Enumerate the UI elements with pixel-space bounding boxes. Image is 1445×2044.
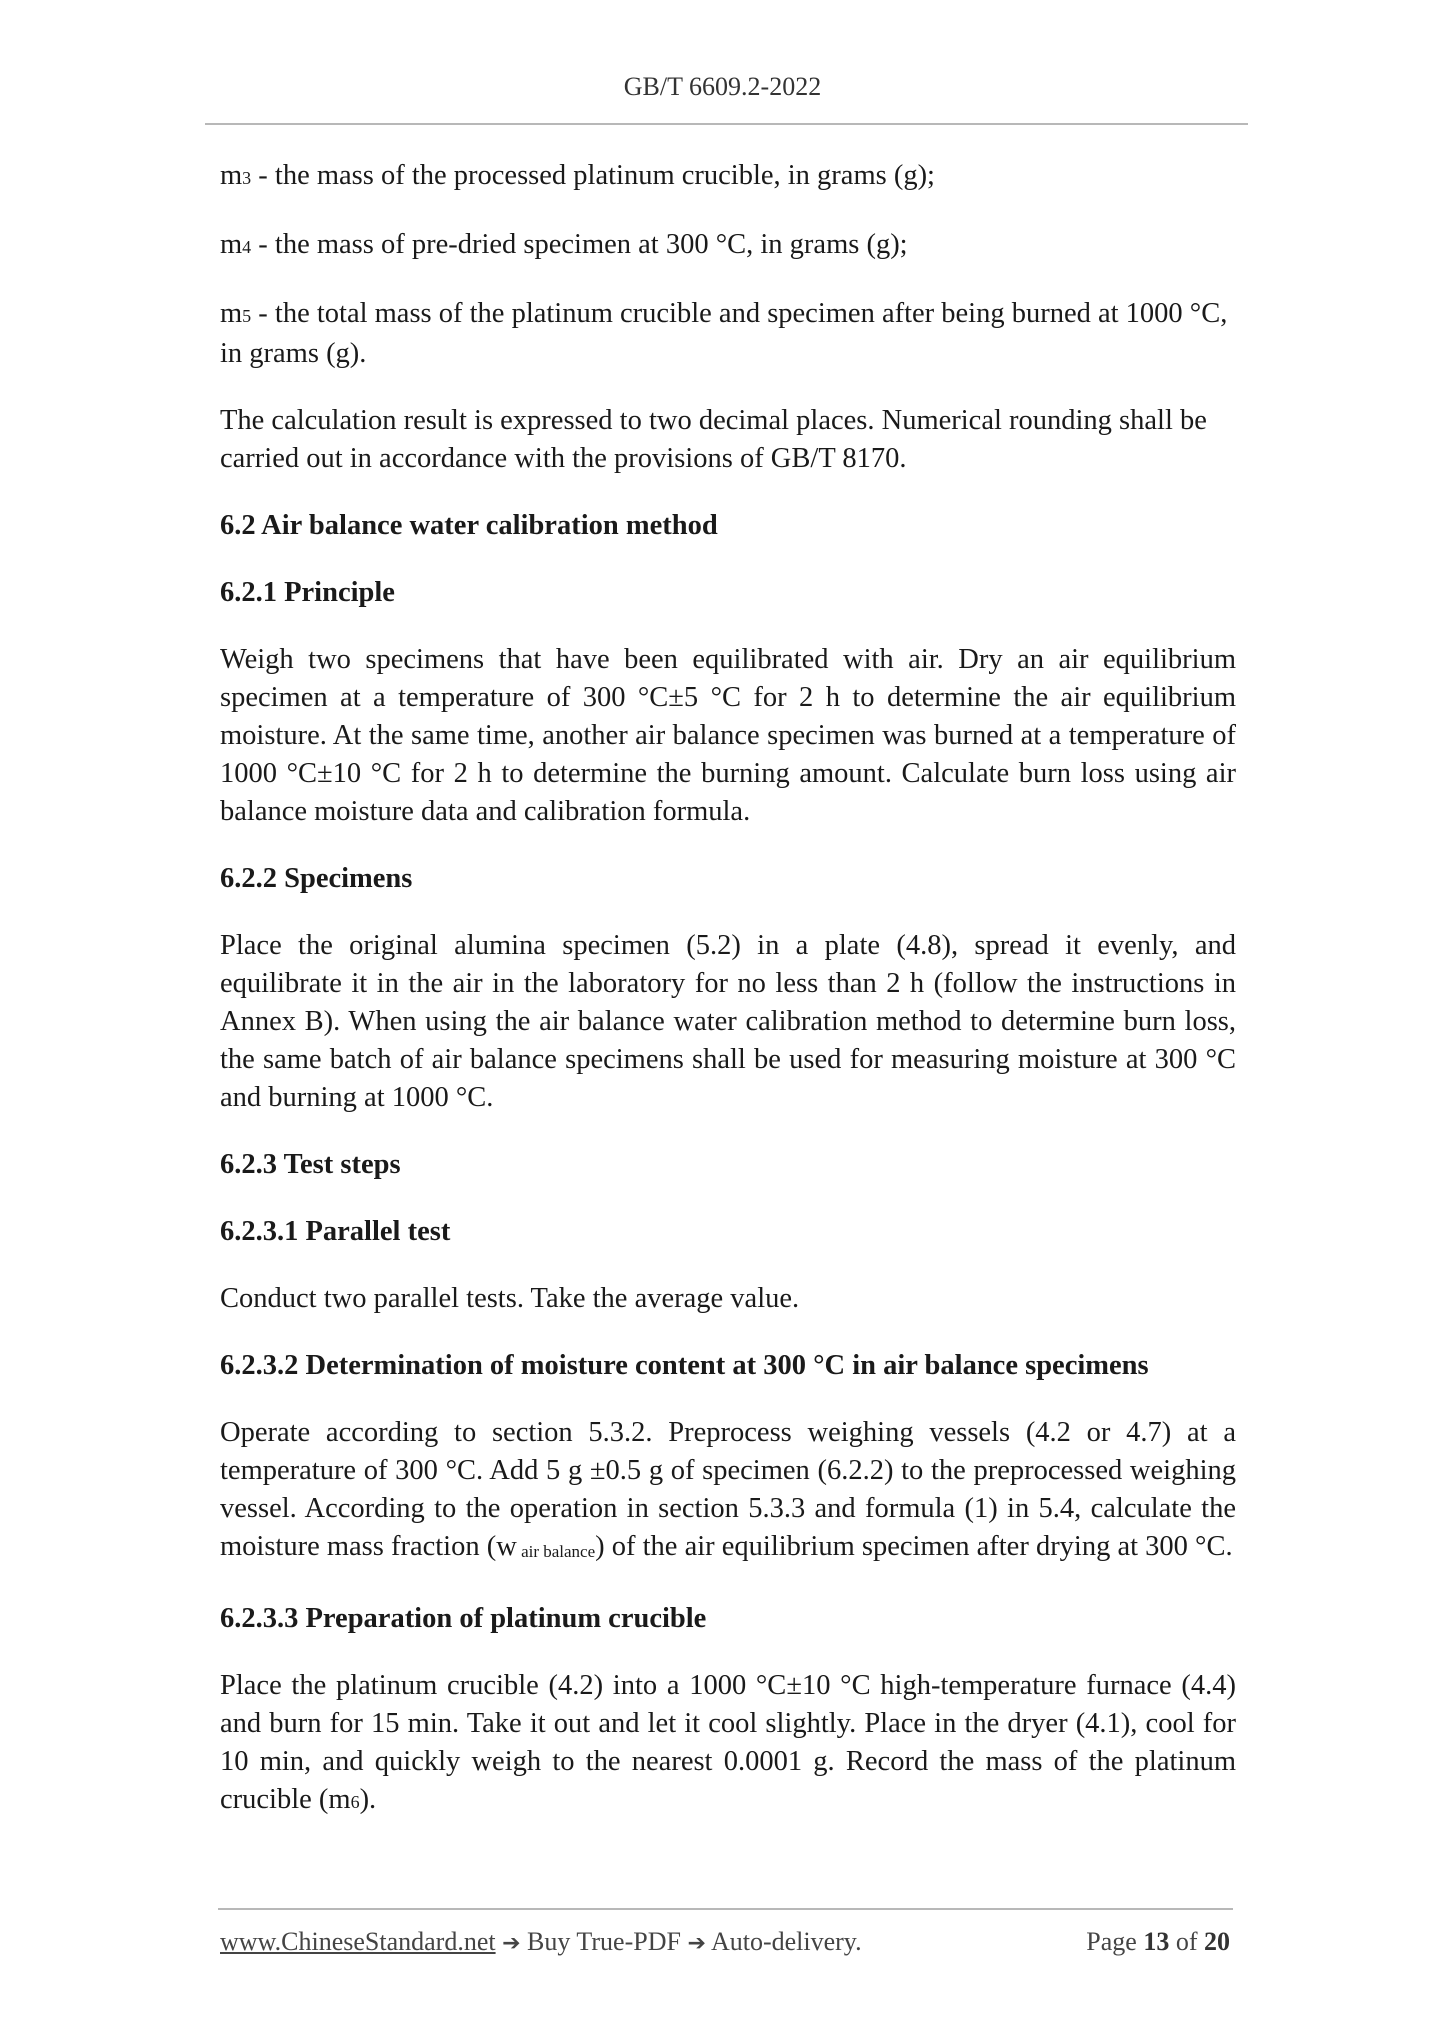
definition-m3 [220, 157, 1236, 197]
heading-6-2-3-2: 6.2.3.2 Determination of moisture content at 300 °C in air balance specimens [220, 1350, 1149, 1381]
heading-6-2-3: 6.2.3 Test steps [220, 1149, 401, 1180]
symbol-m5-sub: 5 [242, 306, 252, 326]
moisture-text-end: ) of the air equilibrium specimen after drying at 300 °C. [595, 1531, 1233, 1562]
standard-code: GB/T 6609.2-2022 [623, 72, 822, 101]
footer-divider [218, 1908, 1233, 1910]
definition-m3-text: - the mass of the processed platinum crucible, in grams (g); [251, 160, 935, 191]
site-link[interactable]: www.ChineseStandard.net [220, 1927, 496, 1956]
page-label: Page [1086, 1927, 1137, 1956]
definition-m4 [220, 226, 1236, 266]
buy-text: Buy True-PDF [520, 1927, 688, 1956]
definition-m4-text: - the mass of pre-dried specimen at 300 °C, in grams (g); [251, 229, 908, 260]
page-header [0, 72, 1445, 102]
document-body [220, 157, 1236, 1850]
header-divider [205, 123, 1248, 125]
principle-paragraph: Weigh two specimens that have been equilibrated with air. Dry an air equilibrium specimen at a temperature of 300 °C±5 °C for 2 h to determine the air equilibrium moisture. At the same time, another air balance specimen was burned at a temperature of 1000 °C±10 °C for 2 h to determine the burning amount. Calculate burn loss using air balance moisture data and calibration formula. [220, 644, 1236, 827]
specimens-paragraph: Place the original alumina specimen (5.2) in a plate (4.8), spread it evenly, and equilibrate it in the air in the laboratory for no less than 2 h (follow the instructions in Annex B). When using the air balance water calibration method to determine burn loss, the same batch of air balance specimens shall be used for measuring moisture at 300 °C and burning at 1000 °C. [220, 930, 1236, 1113]
calculation-note: The calculation result is expressed to two decimal places. Numerical rounding shall be carried out in accordance with the provisions of GB/T 8170. [220, 405, 1207, 474]
arrow-right-icon: ➔ [502, 1931, 521, 1956]
crucible-paragraph [220, 1667, 1236, 1821]
crucible-text-end: ). [359, 1784, 377, 1815]
heading-6-2: 6.2 Air balance water calibration method [220, 510, 718, 541]
moisture-text-start: Operate according to section 5.3.2. Preprocess weighing vessels (4.2 or 4.7) at a temperature of 300 °C. Add 5 g ±0.5 g of specimen (6.2.2) to the preprocessed weighing vessel. According to the operation in section 5.3.3 and formula (1) in 5.4, calculate the moisture mass fraction (w [220, 1417, 1236, 1562]
heading-6-2-3-1: 6.2.3.1 Parallel test [220, 1216, 451, 1247]
definition-m5-text: - the total mass of the platinum crucible and specimen after being burned at 1000 °C, in grams (g). [220, 298, 1228, 369]
page-current: 13 [1143, 1927, 1170, 1956]
arrow-right-icon: ➔ [687, 1931, 706, 1956]
symbol-m4-sub: 4 [242, 237, 252, 257]
footer-promo [220, 1927, 862, 1957]
moisture-paragraph [220, 1414, 1236, 1571]
delivery-text: Auto-delivery. [705, 1927, 862, 1956]
heading-6-2-2: 6.2.2 Specimens [220, 863, 413, 894]
crucible-subscript: 6 [350, 1792, 360, 1812]
page-number [1086, 1927, 1230, 1957]
definition-m5 [220, 295, 1236, 373]
symbol-m3: m [220, 160, 243, 191]
symbol-m3-sub: 3 [242, 168, 252, 188]
heading-6-2-1: 6.2.1 Principle [220, 577, 395, 608]
moisture-subscript: air balance [516, 1542, 596, 1561]
page-total: 20 [1204, 1927, 1230, 1956]
symbol-m4: m [220, 229, 243, 260]
crucible-text-start: Place the platinum crucible (4.2) into a 1000 °C±10 °C high-temperature furnace (4.4) and burn for 15 min. Take it out and let it cool slightly. Place in the dryer (4.1), cool for 10 min, and quickly weigh to the nearest 0.0001 g. Record the mass of the platinum crucible (m [220, 1670, 1236, 1815]
symbol-m5: m [220, 298, 243, 329]
parallel-test-paragraph: Conduct two parallel tests. Take the average value. [220, 1283, 800, 1314]
heading-6-2-3-3: 6.2.3.3 Preparation of platinum crucible [220, 1603, 707, 1634]
page-of: of [1175, 1927, 1198, 1956]
